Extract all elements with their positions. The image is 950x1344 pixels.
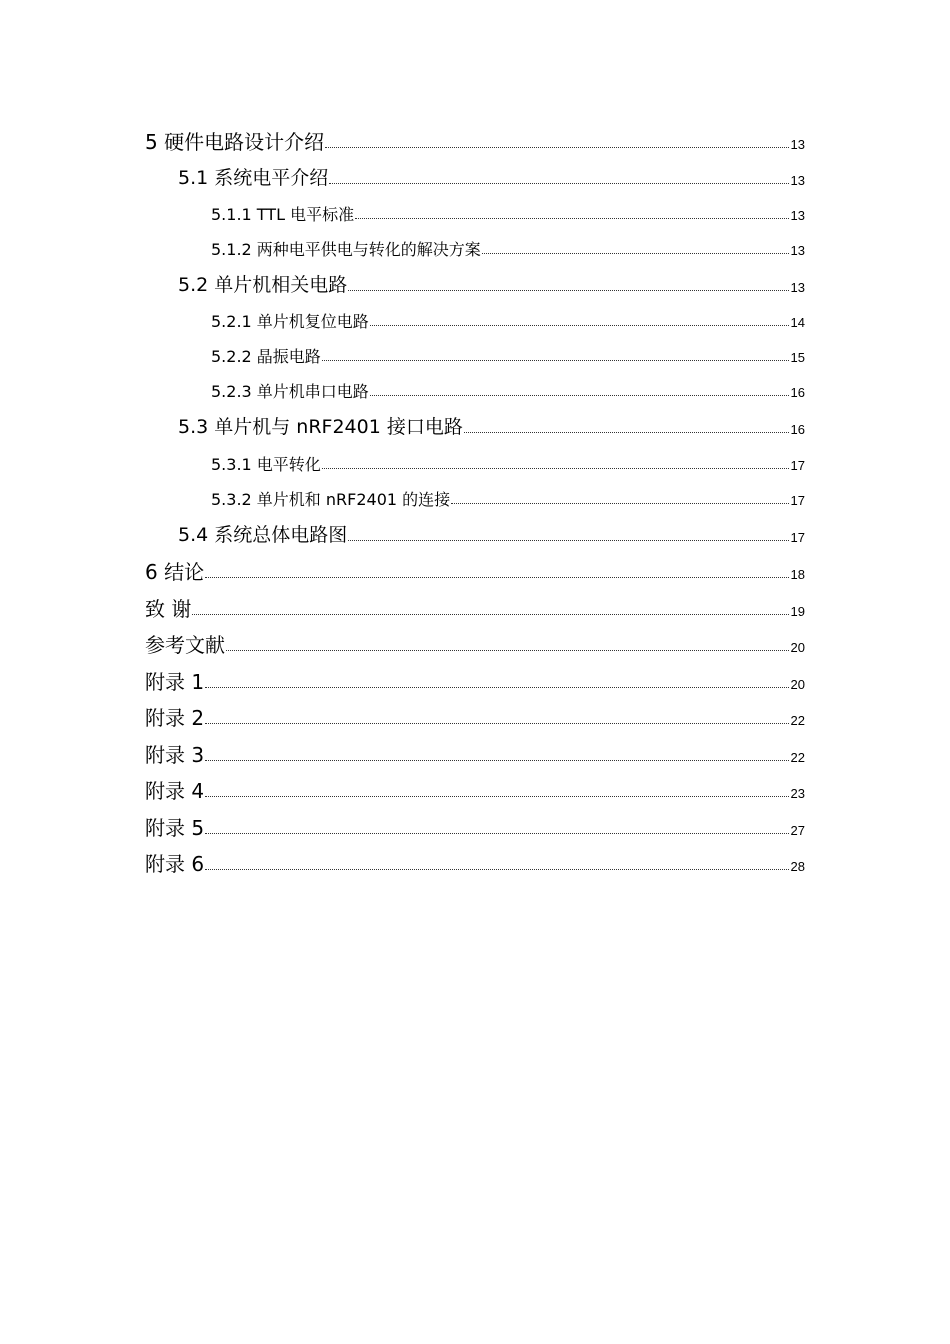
toc-entry[interactable] <box>211 298 805 330</box>
toc-page-number: 19 <box>790 604 805 619</box>
toc-entry[interactable] <box>178 513 805 545</box>
dot-leader <box>325 147 788 148</box>
toc-entry-label: 附录 4 <box>145 779 205 803</box>
toc-entry[interactable] <box>211 368 805 400</box>
dot-leader <box>192 614 788 615</box>
toc-page-number: 22 <box>790 750 805 765</box>
toc-entry-label: 参考文献 <box>145 633 225 657</box>
toc-entry-label: 5.2.1 单片机复位电路 <box>211 312 369 331</box>
toc-entry-label: 5.3.1 电平转化 <box>211 455 321 474</box>
toc-entry[interactable] <box>178 156 805 188</box>
toc-entry-label: 5.3 单片机与 nRF2401 接口电路 <box>178 416 463 438</box>
dot-leader <box>205 687 788 688</box>
dot-leader <box>348 290 788 291</box>
toc-page-number: 27 <box>790 823 805 838</box>
toc-entry[interactable] <box>145 120 805 152</box>
toc-page-number: 17 <box>790 458 805 473</box>
dot-leader <box>464 432 789 433</box>
toc-entry[interactable] <box>211 226 805 258</box>
dot-leader <box>205 796 788 797</box>
toc-entry[interactable] <box>211 476 805 508</box>
toc-entry[interactable] <box>211 191 805 223</box>
dot-leader <box>205 869 788 870</box>
toc-entry-label: 附录 5 <box>145 816 205 840</box>
toc-entry[interactable] <box>145 769 805 801</box>
dot-leader <box>322 360 789 361</box>
toc-entry[interactable] <box>178 263 805 295</box>
dot-leader <box>205 723 788 724</box>
toc-entry-label: 5.1.1 TTL 电平标准 <box>211 205 355 224</box>
dot-leader <box>205 577 788 578</box>
toc-entry[interactable] <box>145 733 805 765</box>
toc-page-number: 22 <box>790 713 805 728</box>
toc-page-number: 15 <box>790 350 805 365</box>
toc-entry-label: 5.1.2 两种电平供电与转化的解决方案 <box>211 240 481 259</box>
toc-entry-label: 5.3.2 单片机和 nRF2401 的连接 <box>211 490 451 509</box>
toc-entry[interactable] <box>145 660 805 692</box>
toc-page-number: 20 <box>790 640 805 655</box>
toc-page-number: 16 <box>790 385 805 400</box>
toc-page-number: 16 <box>790 422 805 437</box>
toc-page-number: 13 <box>790 208 805 223</box>
toc-entry[interactable] <box>211 441 805 473</box>
toc-entry-label: 致 谢 <box>145 597 192 621</box>
toc-entry[interactable] <box>145 550 805 582</box>
toc-entry-label: 6 结论 <box>145 560 205 584</box>
toc-page-number: 17 <box>790 493 805 508</box>
toc-entry-label: 附录 1 <box>145 670 205 694</box>
dot-leader <box>205 833 788 834</box>
toc-entry-label: 5.2 单片机相关电路 <box>178 274 348 296</box>
toc-entry[interactable] <box>145 842 805 874</box>
toc-page-number: 20 <box>790 677 805 692</box>
toc-page-number: 14 <box>790 315 805 330</box>
toc-page-number: 28 <box>790 859 805 874</box>
dot-leader <box>226 650 789 651</box>
toc-entry-label: 附录 6 <box>145 852 205 876</box>
toc-page-number: 13 <box>790 280 805 295</box>
toc-entry-label: 5.2.2 晶振电路 <box>211 347 321 366</box>
toc-entry-label: 5 硬件电路设计介绍 <box>145 130 325 154</box>
toc-entry[interactable] <box>178 405 805 437</box>
toc-entry-label: 5.4 系统总体电路图 <box>178 524 348 546</box>
dot-leader <box>451 503 788 504</box>
toc-entry-label: 附录 2 <box>145 706 205 730</box>
dot-leader <box>370 395 789 396</box>
toc-entry[interactable] <box>145 623 805 655</box>
toc-entry[interactable] <box>145 587 805 619</box>
toc-entry-label: 5.2.3 单片机串口电路 <box>211 382 369 401</box>
toc-page-number: 13 <box>790 243 805 258</box>
toc-page-number: 13 <box>790 173 805 188</box>
toc-entry[interactable] <box>211 333 805 365</box>
dot-leader <box>329 183 788 184</box>
dot-leader <box>482 253 789 254</box>
toc-page-number: 18 <box>790 567 805 582</box>
dot-leader <box>205 760 788 761</box>
toc-entry-label: 附录 3 <box>145 743 205 767</box>
toc-entry-label: 5.1 系统电平介绍 <box>178 167 329 189</box>
toc-page-number: 23 <box>790 786 805 801</box>
toc-page-number: 13 <box>790 137 805 152</box>
toc-entry[interactable] <box>145 696 805 728</box>
toc-page-number: 17 <box>790 530 805 545</box>
toc-entry[interactable] <box>145 806 805 838</box>
dot-leader <box>322 468 789 469</box>
dot-leader <box>355 218 788 219</box>
dot-leader <box>370 325 789 326</box>
dot-leader <box>348 540 788 541</box>
